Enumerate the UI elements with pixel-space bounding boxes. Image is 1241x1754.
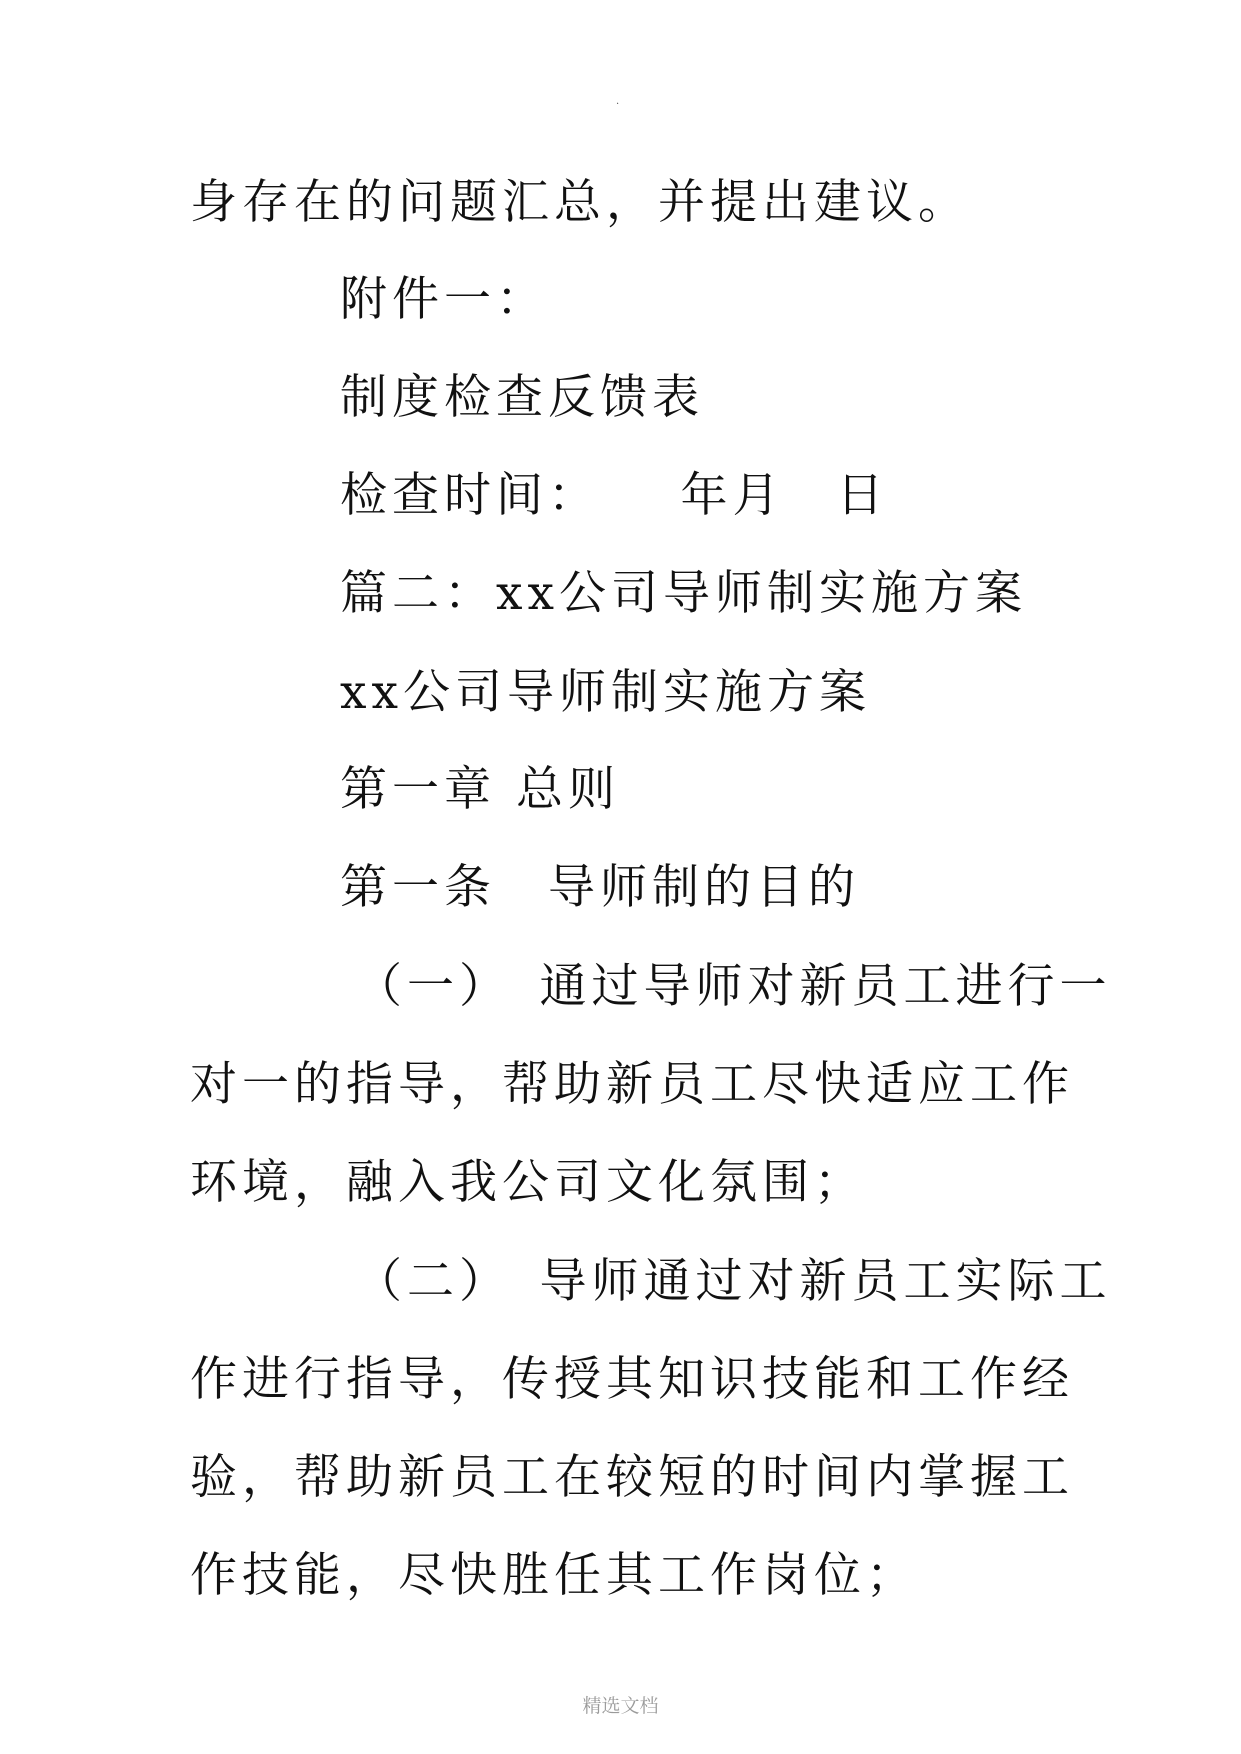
page-footer: 精选文档 (582, 1695, 659, 1717)
text-line-5: 篇二：xx公司导师制实施方案 (340, 566, 1028, 621)
text-line-14: 验，帮助新员工在较短的时间内掌握工 (190, 1450, 1074, 1505)
text-line-11: 环境，融入我公司文化氛围； (190, 1155, 866, 1210)
text-line-1: 身存在的问题汇总，并提出建议。 (190, 175, 970, 230)
text-line-13: 作进行指导，传授其知识技能和工作经 (190, 1352, 1074, 1407)
text-line-12: （二） 导师通过对新员工实际工 (355, 1254, 1112, 1309)
text-line-8: 第一条 导师制的目的 (340, 860, 860, 915)
text-line-15: 作技能，尽快胜任其工作岗位； (190, 1548, 918, 1603)
text-line-4: 检查时间： 年月 日 (340, 468, 889, 523)
text-line-7: 第一章 总则 (340, 762, 620, 817)
text-line-10: 对一的指导，帮助新员工尽快适应工作 (190, 1057, 1074, 1112)
header-mark: . (616, 96, 620, 107)
text-line-9: （一） 通过导师对新员工进行一 (355, 959, 1112, 1014)
text-line-6: xx公司导师制实施方案 (340, 665, 872, 720)
text-line-2: 附件一： (340, 272, 548, 327)
text-line-3: 制度检查反馈表 (340, 370, 704, 425)
